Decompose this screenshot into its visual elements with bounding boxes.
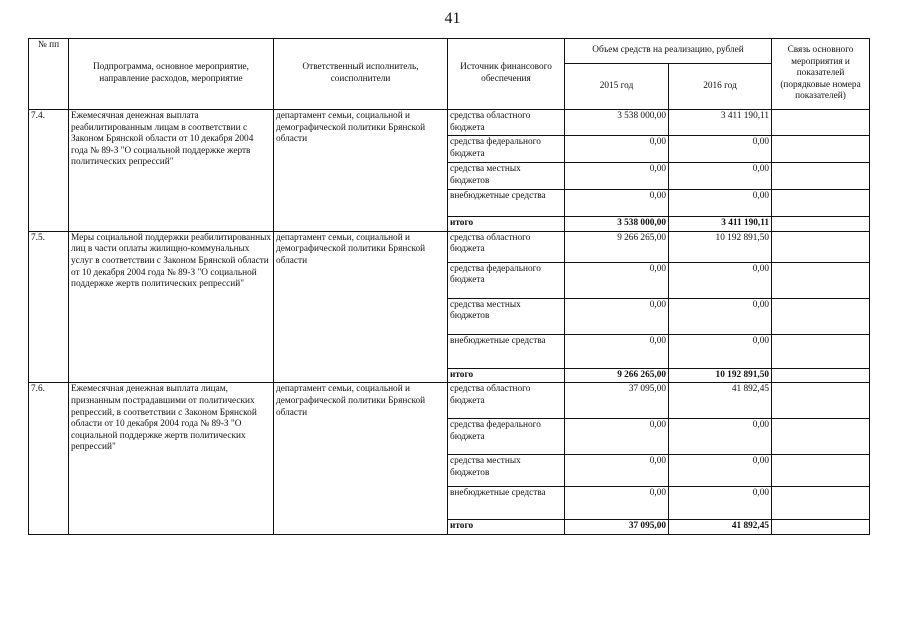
total-2016: 3 411 190,11 <box>669 217 772 232</box>
header-source: Источник финансового обеспечения <box>448 39 565 110</box>
table-row <box>29 110 870 136</box>
header-volume: Объем средств на реализацию, рублей <box>565 39 772 64</box>
value-2015: 9 266 265,00 <box>565 231 669 262</box>
value-2016: 41 892,45 <box>669 383 772 419</box>
value-2015: 0,00 <box>565 487 669 520</box>
header-num: № пп <box>29 39 69 110</box>
value-2016: 0,00 <box>669 419 772 455</box>
source-cell: средства областного бюджета <box>448 383 565 419</box>
value-2015: 0,00 <box>565 455 669 487</box>
link-cell <box>772 419 870 455</box>
item-program: Меры социальной поддержки реабилитированных лиц в части оплаты жилищно-коммунальных услуг в соответствии с Законом Брянской области от 10 декабря 2004 года № 89-З "О социальной поддержке жертв политических репрессий" <box>69 231 274 383</box>
source-cell: средства федерального бюджета <box>448 136 565 163</box>
link-cell <box>772 110 870 136</box>
value-2015: 0,00 <box>565 136 669 163</box>
value-2016: 10 192 891,50 <box>669 231 772 262</box>
total-2015: 9 266 265,00 <box>565 368 669 383</box>
value-2016: 0,00 <box>669 190 772 217</box>
header-row-1 <box>29 39 870 64</box>
total-2015: 37 095,00 <box>565 520 669 535</box>
financing-table <box>28 38 870 535</box>
source-cell: средства областного бюджета <box>448 231 565 262</box>
source-cell: внебюджетные средства <box>448 190 565 217</box>
source-cell: средства областного бюджета <box>448 110 565 136</box>
item-executor: департамент семьи, социальной и демографической политики Брянской области <box>274 110 448 232</box>
value-2016: 0,00 <box>669 262 772 298</box>
header-program: Подпрограмма, основное мероприятие, направление расходов, мероприятие <box>69 39 274 110</box>
item-num: 7.6. <box>29 383 69 535</box>
item-executor: департамент семьи, социальной и демографической политики Брянской области <box>274 383 448 535</box>
source-cell: средства федерального бюджета <box>448 262 565 298</box>
total-2015: 3 538 000,00 <box>565 217 669 232</box>
header-2016: 2016 год <box>669 64 772 110</box>
item-executor: департамент семьи, социальной и демографической политики Брянской области <box>274 231 448 383</box>
link-cell <box>772 334 870 368</box>
value-2015: 3 538 000,00 <box>565 110 669 136</box>
value-2016: 0,00 <box>669 334 772 368</box>
source-cell-total: итого <box>448 217 565 232</box>
link-cell <box>772 262 870 298</box>
link-cell <box>772 298 870 334</box>
link-cell <box>772 190 870 217</box>
source-cell: средства местных бюджетов <box>448 455 565 487</box>
link-cell <box>772 383 870 419</box>
source-cell-total: итого <box>448 368 565 383</box>
value-2016: 0,00 <box>669 455 772 487</box>
link-cell <box>772 487 870 520</box>
value-2016: 0,00 <box>669 487 772 520</box>
table-row <box>29 231 870 262</box>
value-2016: 0,00 <box>669 163 772 190</box>
value-2015: 0,00 <box>565 334 669 368</box>
value-2016: 0,00 <box>669 298 772 334</box>
page-number: 41 <box>444 10 461 27</box>
value-2016: 3 411 190,11 <box>669 110 772 136</box>
link-cell <box>772 231 870 262</box>
source-cell-total: итого <box>448 520 565 535</box>
header-link: Связь основного мероприятия и показателей (порядковые номера показателей) <box>772 39 870 110</box>
total-2016: 10 192 891,50 <box>669 368 772 383</box>
table-row <box>29 383 870 419</box>
item-num: 7.5. <box>29 231 69 383</box>
source-cell: средства местных бюджетов <box>448 163 565 190</box>
value-2016: 0,00 <box>669 136 772 163</box>
value-2015: 37 095,00 <box>565 383 669 419</box>
link-cell <box>772 136 870 163</box>
link-cell <box>772 455 870 487</box>
value-2015: 0,00 <box>565 262 669 298</box>
link-cell <box>772 217 870 232</box>
link-cell <box>772 520 870 535</box>
item-num: 7.4. <box>29 110 69 232</box>
source-cell: внебюджетные средства <box>448 334 565 368</box>
source-cell: средства местных бюджетов <box>448 298 565 334</box>
header-2015: 2015 год <box>565 64 669 110</box>
source-cell: внебюджетные средства <box>448 487 565 520</box>
value-2015: 0,00 <box>565 298 669 334</box>
link-cell <box>772 163 870 190</box>
total-2016: 41 892,45 <box>669 520 772 535</box>
item-program: Ежемесячная денежная выплата лицам, признанным пострадавшими от политических репрессий, в соответствии с Законом Брянской области от 10 декабря 2004 года № 89-З "О социальной поддержке жертв политических репрессий" <box>69 383 274 535</box>
item-program: Ежемесячная денежная выплата реабилитированным лицам в соответствии с Законом Брянской области от 10 декабря 2004 года № 89-З "О социальной поддержке жертв политических репрессий" <box>69 110 274 232</box>
source-cell: средства федерального бюджета <box>448 419 565 455</box>
value-2015: 0,00 <box>565 163 669 190</box>
header-executor: Ответственный исполнитель, соисполнители <box>274 39 448 110</box>
value-2015: 0,00 <box>565 190 669 217</box>
value-2015: 0,00 <box>565 419 669 455</box>
link-cell <box>772 368 870 383</box>
